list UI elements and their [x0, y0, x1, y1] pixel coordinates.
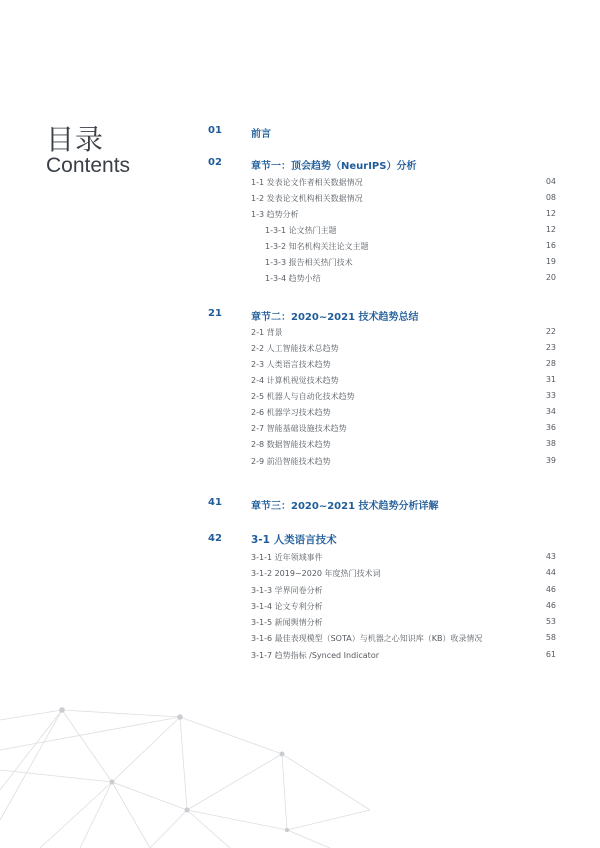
page-number: 36: [545, 423, 556, 432]
toc-item[interactable]: 3-1-2 2019~2020 年度热门技术词: [251, 569, 381, 578]
toc-item[interactable]: 2-2 人工智能技术总趋势: [251, 344, 339, 353]
page-number: 61: [545, 650, 556, 659]
page-number: 19: [545, 257, 556, 266]
toc-item[interactable]: 2-3 人类语言技术趋势: [251, 360, 331, 369]
page-subtitle: Contents: [46, 154, 131, 177]
toc-item[interactable]: 3-1-1 近年领域事件: [251, 553, 323, 562]
section-title[interactable]: 章节一：顶会趋势（NeurIPS）分析: [251, 161, 417, 172]
toc-item[interactable]: 2-6 机器学习技术趋势: [251, 408, 331, 417]
toc-subitem[interactable]: 1-3-1 论文热门主题: [265, 226, 337, 235]
toc-item[interactable]: 2-7 智能基础设施技术趋势: [251, 424, 347, 433]
page-number: 58: [545, 633, 556, 642]
section-number: 01: [208, 125, 222, 136]
section-number: 21: [208, 308, 222, 319]
toc-subitem[interactable]: 1-3-2 知名机构关注论文主题: [265, 242, 369, 251]
toc-item[interactable]: 3-1-7 趋势指标 /Synced Indicator: [251, 651, 379, 660]
toc-item[interactable]: 3-1-5 新闻舆情分析: [251, 618, 323, 627]
toc-item[interactable]: 3-1-4 论文专利分析: [251, 602, 323, 611]
page-number: 20: [545, 273, 556, 282]
page-number: 16: [545, 241, 556, 250]
page-number: 43: [545, 552, 556, 561]
page-number: 53: [545, 617, 556, 626]
page-title: 目录: [46, 123, 105, 156]
toc-item[interactable]: 2-5 机器人与自动化技术趋势: [251, 392, 355, 401]
page-number: 34: [545, 407, 556, 416]
page-number: 22: [545, 327, 556, 336]
page-number: 08: [545, 193, 556, 202]
section-title[interactable]: 3-1 人类语言技术: [251, 534, 337, 546]
toc-subitem[interactable]: 1-3-3 报告相关热门技术: [265, 258, 353, 267]
page-number: 12: [545, 225, 556, 234]
toc-item[interactable]: 2-1 背景: [251, 328, 283, 337]
page-number: 12: [545, 209, 556, 218]
section-title[interactable]: 章节三：2020~2021 技术趋势分析详解: [251, 501, 439, 512]
section-number: 02: [208, 157, 222, 168]
toc-item[interactable]: 2-9 前沿智能技术趋势: [251, 457, 331, 466]
page-number: 39: [545, 456, 556, 465]
page-number: 38: [545, 439, 556, 448]
toc-subitem[interactable]: 1-3-4 趋势小结: [265, 274, 321, 283]
toc-item[interactable]: 1-2 发表论文机构相关数据情况: [251, 194, 363, 203]
page-number: 04: [545, 177, 556, 186]
toc-item[interactable]: 3-1-3 学界同卷分析: [251, 586, 323, 595]
page-number: 46: [545, 585, 556, 594]
page-number: 44: [545, 568, 556, 577]
section-number: 42: [208, 533, 222, 544]
section-title[interactable]: 前言: [251, 129, 271, 140]
section-title[interactable]: 章节二：2020~2021 技术趋势总结: [251, 312, 419, 323]
toc-item[interactable]: 1-1 发表论文作者相关数据情况: [251, 178, 363, 187]
toc-item[interactable]: 2-4 计算机视觉技术趋势: [251, 376, 339, 385]
page-number: 46: [545, 601, 556, 610]
network-graph-icon: [0, 690, 600, 848]
toc-item[interactable]: 1-3 趋势分析: [251, 210, 299, 219]
toc-item[interactable]: 2-8 数据智能技术趋势: [251, 440, 331, 449]
page-number: 31: [545, 375, 556, 384]
page-number: 23: [545, 343, 556, 352]
section-number: 41: [208, 497, 222, 508]
page-number: 28: [545, 359, 556, 368]
page-number: 33: [545, 391, 556, 400]
toc-item[interactable]: 3-1-6 最佳表现模型（SOTA）与机器之心知识库（KB）收录情况: [251, 634, 483, 643]
